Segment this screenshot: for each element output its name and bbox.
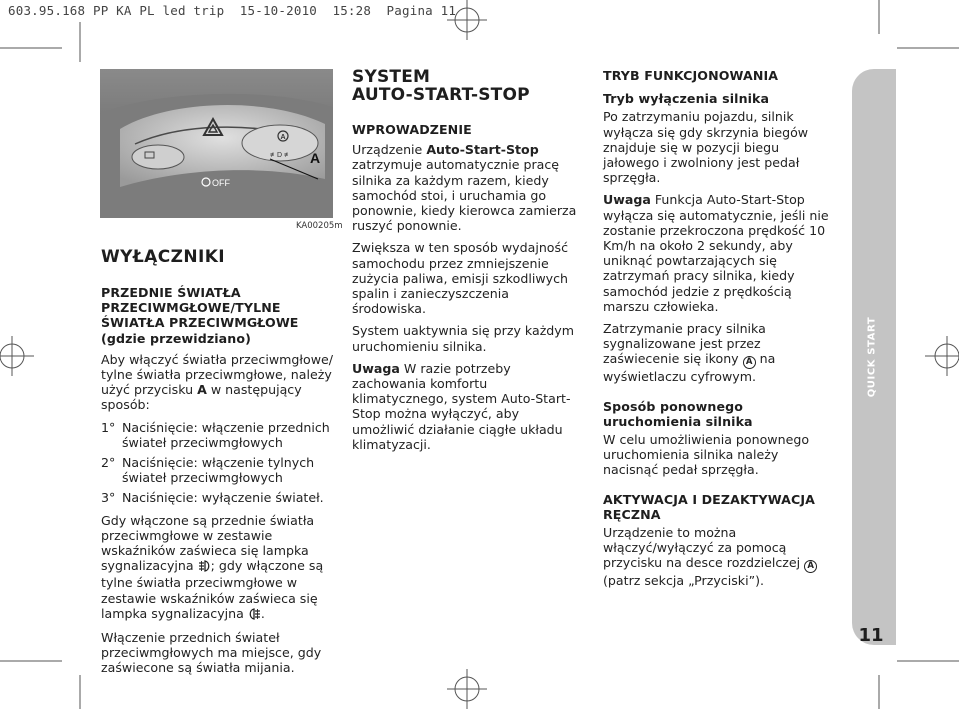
auto-start-stop-icon: A — [743, 356, 756, 369]
system-title-line2: AUTO-START-STOP — [352, 85, 530, 105]
fog-lights-heading: PRZEDNIE ŚWIATŁA PRZECIWMGŁOWE/TYLNE ŚWIATŁA PRZECIWMGŁOWE (gdzie przewidziano) — [101, 285, 299, 346]
page-number: 11 — [858, 625, 884, 646]
system-title-line1: SYSTEM — [352, 67, 431, 87]
list-item: 3° Naciśnięcie: wyłączenie świateł. — [101, 490, 324, 506]
svg-text:≢D ≢: ≢D ≢ — [270, 152, 291, 159]
note-paragraph: Uwaga W razie potrzeby zachowania komfortu klimatycznego, system Auto-Start-Stop można wyłączyć, aby umożliwić działanie ciągłe układu klimatyzacji. — [352, 360, 571, 452]
callout-a: A — [310, 150, 321, 166]
column-operating-mode — [603, 68, 835, 596]
operating-mode-heading: TRYB FUNKCJONOWANIA — [603, 68, 779, 83]
column-auto-start-stop — [352, 68, 584, 459]
switches-title: WYŁĄCZNIKI — [101, 247, 225, 267]
low-beam-paragraph: Włączenie przednich świateł przeciwmgłowych ma miejsce, gdy zaświecone są światła mijania. — [101, 630, 322, 676]
stop-indicator-paragraph: Zatrzymanie pracy silnika sygnalizowane jest przez zaświecenie się ikony A na wyświetlaczu cyfrowym. — [603, 321, 776, 385]
engine-off-paragraph: Po zatrzymaniu pojazdu, silnik wyłącza się gdy skrzynia biegów znajduje się w pozycji biegu jałowego i zwolniony jest pedał sprzęgła. — [603, 109, 809, 186]
dashboard-photo — [100, 69, 333, 218]
registration-mark-bottom — [447, 669, 487, 709]
corner-mark-top-left — [0, 0, 100, 70]
introduction-heading: WPROWADZENIE — [352, 122, 472, 137]
registration-mark-top — [447, 0, 487, 40]
auto-start-stop-icon: A — [804, 560, 817, 573]
rear-fog-light-icon — [248, 608, 261, 623]
quick-start-tab-label: QUICK START — [866, 316, 878, 398]
activation-paragraph: System uaktywnia się przy każdym uruchomieniu silnika. — [352, 323, 575, 354]
engine-off-heading: Tryb wyłączenia silnika — [603, 91, 770, 107]
front-fog-light-icon — [198, 560, 211, 575]
print-header: 603.95.168 PP KA PL led trip 15-10-2010 15:28 Pagina 11 — [8, 3, 457, 18]
restart-heading: Sposób ponownego uruchomienia silnika — [603, 398, 753, 429]
column-switches — [101, 247, 337, 683]
svg-text:A: A — [280, 134, 286, 141]
corner-mark-bottom-left — [0, 639, 100, 709]
registration-mark-left — [0, 336, 34, 376]
off-label: OFF — [212, 178, 230, 188]
restart-paragraph: W celu umożliwienia ponownego uruchomienia silnika należy nacisnąć pedał sprzęgła. — [603, 432, 810, 478]
list-item: 2° Naciśnięcie: włączenie tylnych świateł przeciwmgłowych — [101, 455, 315, 486]
registration-mark-right — [925, 336, 959, 376]
fog-lights-intro: Aby włączyć światła przeciwmgłowe/ tylne światła przeciwmgłowe, należy użyć przycisku A w następujący sposób: — [101, 351, 333, 413]
list-item: 1° Naciśnięcie: włączenie przednich świateł przeciwmgłowych — [101, 419, 330, 450]
photo-caption: KA00205m — [296, 221, 343, 231]
efficiency-paragraph: Zwiększa w ten sposób wydajność samochodu przez zmniejszenie zużycia paliwa, emisji szkodliwych spalin i zanieczyszczenia środowiska. — [352, 240, 568, 317]
speed-note-paragraph: Uwaga Funkcja Auto-Start-Stop wyłącza się automatycznie, jeśli nie zostanie przekroczona prędkość 10 Km/h na około 2 sekundy, aby uniknąć powtarzających się zatrzymań pracy silnika, kiedy samochód jedzie z prędkością marszu człowieka. — [603, 192, 829, 314]
manual-activation-paragraph: Urządzenie to można włączyć/wyłączyć za pomocą przycisku na desce rozdzielczej A (patrz sekcja „Przyciski”). — [603, 525, 835, 589]
corner-mark-top-right — [859, 0, 959, 70]
manual-activation-heading: AKTYWACJA I DEZAKTYWACJA RĘCZNA — [603, 491, 815, 522]
corner-mark-bottom-right — [859, 639, 959, 709]
intro-paragraph: Urządzenie Auto-Start-Stop zatrzymuje automatycznie pracę silnika za każdym razem, kiedy samochód stoi, i uruchamia go ponownie, kiedy kierowca zamierza ruszyć ponownie. — [352, 142, 577, 234]
warning-light-paragraph: Gdy włączone są przednie światła przeciwmgłowe w zestawie wskaźników zaświeca się lampka sygnalizacyjna ; gdy włączone są tylne światła przeciwmgłowe w zestawie wskaźników zaświeca się lampka sygnalizacyjna . — [101, 513, 337, 623]
